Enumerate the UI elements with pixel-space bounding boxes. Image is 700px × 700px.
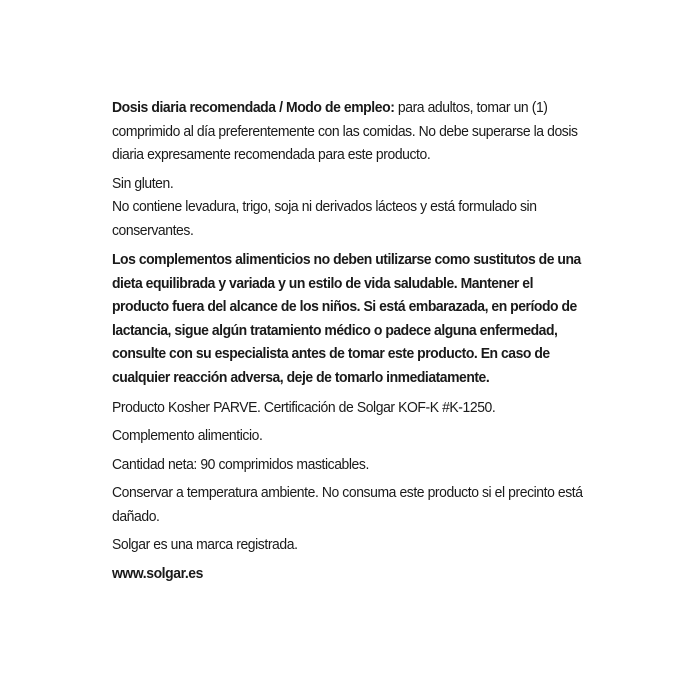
storage-instructions: Conservar a temperatura ambiente. No consuma este producto si el precinto está dañado. [112, 484, 583, 525]
product-category: Complemento alimenticio. [112, 427, 263, 445]
dosage-heading: Dosis diaria recomendada / Modo de empleo: [112, 99, 395, 116]
gluten-free-note: Sin gluten. [112, 174, 174, 192]
dosage-text: para adultos, tomar un (1) comprimido al día preferentemente con las comidas. No debe superarse la dosis diaria expresamente recomendada para este producto. [112, 99, 578, 163]
dosage-paragraph [112, 96, 590, 167]
net-quantity: Cantidad neta: 90 comprimidos masticables. [112, 455, 369, 473]
product-label-text [112, 96, 590, 590]
kosher-certification: Producto Kosher PARVE. Certificación de Solgar KOF-K #K-1250. [112, 398, 496, 416]
website-link[interactable]: www.solgar.es [112, 564, 203, 582]
ingredients-note: No contiene levadura, trigo, soja ni derivados lácteos y está formulado sin conservantes. [112, 198, 537, 239]
trademark-note: Solgar es una marca registrada. [112, 536, 298, 554]
warning-paragraph: Los complementos alimenticios no deben utilizarse como sustitutos de una dieta equilibrada y variada y un estilo de vida saludable. Mantener el producto fuera del alcance de los niños. Si está embarazada, en período de lactancia, sigue algún tratamiento médico o padece alguna enfermedad, consulte con su especialista antes de tomar este producto. En caso de cualquier reacción adversa, deje de tomarlo inmediatamente. [112, 251, 581, 386]
